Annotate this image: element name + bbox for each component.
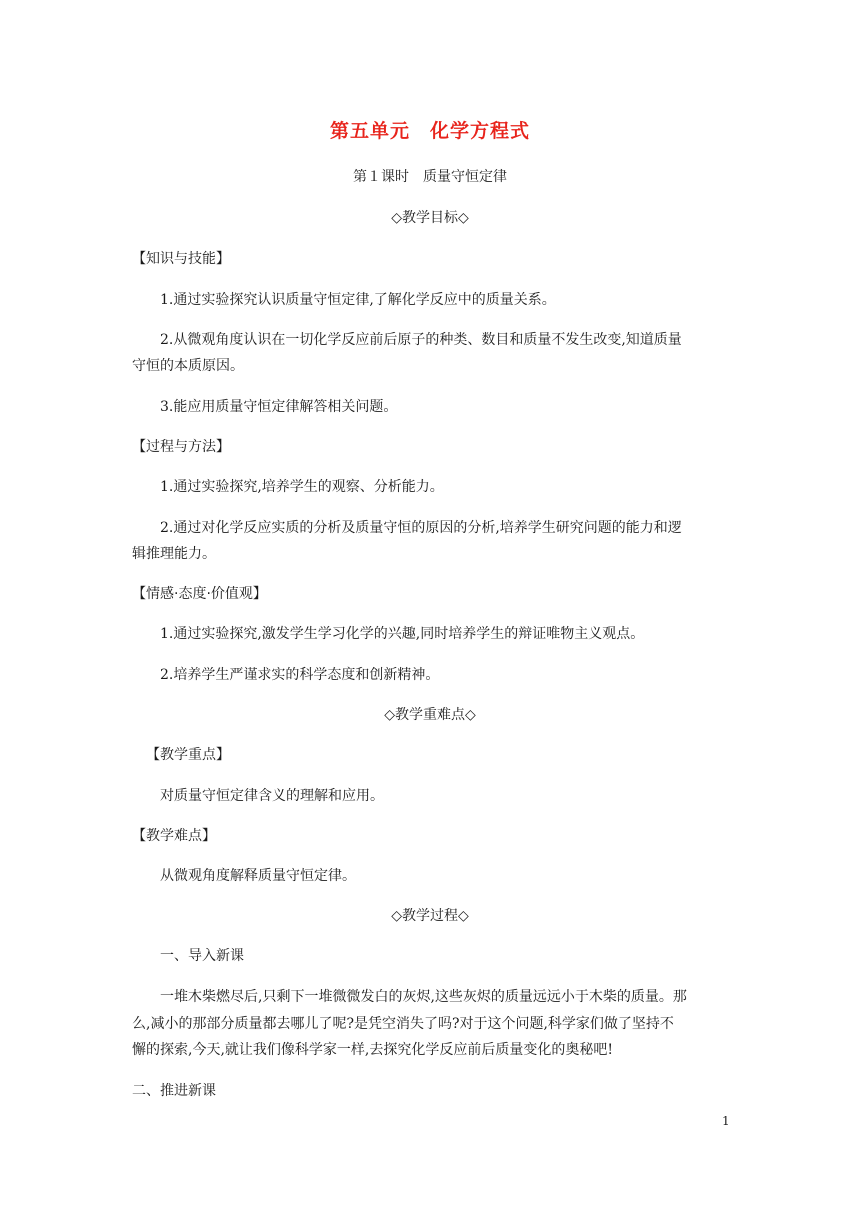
process-item-2-line-2: 辑推理能力。 bbox=[132, 546, 216, 562]
process-item-1: 1.通过实验探究,培养学生的观察、分析能力。 bbox=[160, 479, 444, 495]
difficult-point-heading: 【教学难点】 bbox=[132, 828, 216, 844]
intro-paragraph-line-2: 么,减小的那部分质量都去哪儿了呢?是凭空消失了吗?对于这个问题,科学家们做了坚持不 bbox=[132, 1016, 674, 1032]
knowledge-item-2-line-2: 守恒的本质原因。 bbox=[132, 358, 244, 374]
intro-paragraph-line-1: 一堆木柴燃尽后,只剩下一堆微微发白的灰烬,这些灰烬的质量远远小于木柴的质量。那 bbox=[160, 989, 687, 1005]
knowledge-item-2-line-1: 2.从微观角度认识在一切化学反应前后原子的种类、数目和质量不发生改变,知道质量 bbox=[160, 332, 682, 348]
emotion-item-2: 2.培养学生严谨求实的科学态度和创新精神。 bbox=[160, 667, 440, 683]
emotion-item-1: 1.通过实验探究,激发学生学习化学的兴趣,同时培养学生的辩证唯物主义观点。 bbox=[160, 626, 645, 642]
lesson-subtitle: 第１课时 质量守恒定律 bbox=[353, 169, 507, 185]
knowledge-item-1: 1.通过实验探究认识质量守恒定律,了解化学反应中的质量关系。 bbox=[160, 292, 556, 308]
unit-title: 第五单元 化学方程式 bbox=[329, 120, 530, 142]
process-item-2-line-1: 2.通过对化学反应实质的分析及质量守恒的原因的分析,培养学生研究问题的能力和逻 bbox=[160, 520, 682, 536]
page-number: 1 bbox=[722, 1114, 730, 1128]
intro-paragraph-line-3: 懈的探索,今天,就让我们像科学家一样,去探究化学反应前后质量变化的奥秘吧! bbox=[132, 1042, 613, 1058]
knowledge-heading: 【知识与技能】 bbox=[132, 251, 230, 267]
step-2-heading: 二、推进新课 bbox=[132, 1083, 216, 1099]
section-goals-heading: ◇教学目标◇ bbox=[391, 210, 469, 226]
emotion-heading: 【情感·态度·价值观】 bbox=[132, 586, 267, 602]
process-heading: 【过程与方法】 bbox=[132, 439, 230, 455]
step-1-heading: 一、导入新课 bbox=[160, 948, 244, 964]
key-point-heading: 【教学重点】 bbox=[146, 747, 230, 763]
section-process-heading: ◇教学过程◇ bbox=[391, 908, 469, 924]
key-point-text: 对质量守恒定律含义的理解和应用。 bbox=[160, 788, 384, 804]
section-keypoints-heading: ◇教学重难点◇ bbox=[384, 707, 476, 723]
difficult-point-text: 从微观角度解释质量守恒定律。 bbox=[160, 868, 356, 884]
knowledge-item-3: 3.能应用质量守恒定律解答相关问题。 bbox=[160, 399, 398, 415]
